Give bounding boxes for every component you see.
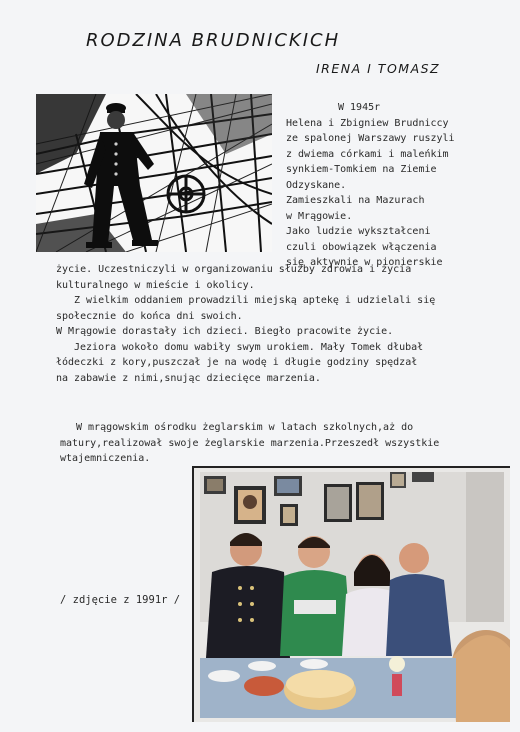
intro-line: się aktywnie w pionierskie — [286, 257, 443, 268]
family-photo — [192, 466, 510, 722]
text-line: na zabawie z nimi,snując dziecięce marzenia. — [56, 372, 321, 384]
intro-line: ze spalonej Warszawy ruszyli — [286, 133, 455, 144]
intro-line: czuli obowiązek włączenia — [286, 241, 437, 253]
intro-line: Helena i Zbigniew Brudniccy — [286, 117, 449, 129]
text-line: społecznie do końca dni swoich. — [56, 310, 243, 322]
text-line: matury,realizował swoje żeglarskie marzenia.Przeszedł wszystkie — [60, 437, 440, 449]
text-line: W mrągowskim ośrodku żeglarskim w latach szkolnych,aż do — [76, 422, 414, 433]
text-line: Z wielkim oddaniem prowadzili miejską aptekę i udzielali się — [74, 295, 436, 306]
intro-line: Odzyskane. — [286, 179, 347, 191]
sailor-rigging-photo — [36, 94, 272, 252]
page-subtitle: IRENA I TOMASZ — [316, 61, 441, 76]
sailor-rigging-image — [36, 94, 272, 252]
body-text — [56, 262, 435, 386]
text-line: wtajemniczenia. — [60, 453, 151, 464]
intro-line: w Mrągowie. — [286, 210, 353, 222]
photo-caption: / zdjęcie z 1991r / — [60, 594, 181, 606]
text-line: życie. Uczestniczyli w organizowaniu służby zdrowia i życia — [56, 264, 412, 275]
family-gathering-image — [194, 468, 510, 722]
intro-line: W 1945r — [338, 102, 381, 113]
intro-line: z dwiema córkami i maleńkim — [286, 148, 449, 160]
text-line: kulturalnego w mieście i okolicy. — [56, 279, 255, 291]
sailing-paragraph — [60, 420, 439, 467]
text-line: W Mrągowie dorastały ich dzieci. Biegło pracowite życie. — [56, 326, 394, 337]
intro-line: Jako ludzie wykształceni — [286, 226, 431, 237]
page-title: RODZINA BRUDNICKICH — [86, 30, 341, 51]
intro-line: Zamieszkali na Mazurach — [286, 195, 425, 206]
intro-line: synkiem-Tomkiem na Ziemie — [286, 164, 437, 175]
intro-text — [286, 100, 455, 271]
text-line: Jeziora wokoło domu wabiły swym urokiem. Mały Tomek dłubał — [74, 341, 424, 353]
text-line: łódeczki z kory,puszczał je na wodę i długie godziny spędzał — [56, 357, 418, 368]
